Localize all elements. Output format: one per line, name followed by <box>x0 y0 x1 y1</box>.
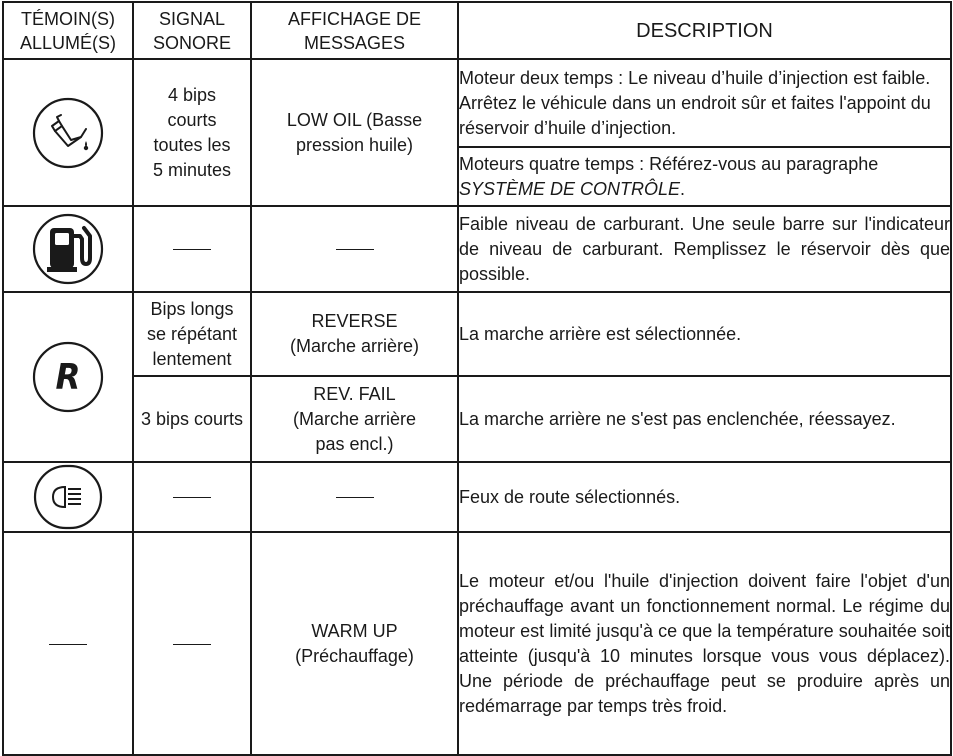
cell-highbeam-icon <box>3 462 133 532</box>
cell-fuel-icon <box>3 206 133 292</box>
cell-highbeam-desc: Feux de route sélectionnés. <box>458 462 951 532</box>
dash-mark <box>173 644 211 645</box>
cell-fuel-desc: Faible niveau de carburant. Une seule barre sur l'indicateur de niveau de carburant. Remplissez le réservoir dès que possible. <box>458 206 951 292</box>
cell-highbeam-message <box>251 462 458 532</box>
header-message: AFFICHAGE DE MESSAGES <box>251 2 458 59</box>
cell-oil-message: LOW OIL (Basse pression huile) <box>251 59 458 206</box>
table-row-fuel <box>3 206 951 292</box>
cell-fuel-sound <box>133 206 251 292</box>
dash-mark <box>49 644 87 645</box>
cell-revfail-desc: La marche arrière ne s'est pas enclenchée, réessayez. <box>458 376 951 462</box>
header-sound: SIGNAL SONORE <box>133 2 251 59</box>
header-row <box>3 2 951 59</box>
header-description: DESCRIPTION <box>458 2 951 59</box>
ref-systeme-controle: SYSTÈME DE CONTRÔLE <box>459 178 681 199</box>
cell-reverse-icon <box>3 292 133 462</box>
cell-revfail-message: REV. FAIL (Marche arrière pas encl.) <box>251 376 458 462</box>
cell-oil-icon <box>3 59 133 206</box>
cell-warmup-desc: Le moteur et/ou l'huile d'injection doivent faire l'objet d'un préchauffage avant un fonctionnement normal. Le régime du moteur est limité jusqu'à ce que la température souhaitée soit atteinte (jusqu'à 10 minutes lorsque vous vous déplacez). Une période de préchauffage peut se produire après un redémarrage par temps très froid. <box>458 532 951 755</box>
reverse-r-icon <box>31 340 105 414</box>
cell-warmup-sound <box>133 532 251 755</box>
fuel-pump-icon <box>31 212 105 286</box>
header-lights: TÉMOIN(S) ALLUMÉ(S) <box>3 2 133 59</box>
cell-warmup-icon <box>3 532 133 755</box>
table-row-low-oil <box>3 59 951 147</box>
svg-text:R: R <box>55 357 81 398</box>
table-row-warm-up <box>3 532 951 755</box>
cell-oil-desc-two-stroke: Moteur deux temps : Le niveau d’huile d’injection est faible. Arrêtez le véhicule dans un endroit sûr et faites l'appoint du réservoir d’huile d’injection. <box>458 59 951 147</box>
high-beam-icon <box>33 464 103 530</box>
indicator-table <box>2 1 952 756</box>
dash-mark <box>336 249 374 250</box>
cell-reverse-message: REVERSE (Marche arrière) <box>251 292 458 376</box>
cell-reverse-desc: La marche arrière est sélectionnée. <box>458 292 951 376</box>
table-row-high-beam <box>3 462 951 532</box>
table-row-rev-fail <box>3 376 951 462</box>
cell-oil-desc-four-stroke: Moteurs quatre temps : Référez-vous au paragraphe SYSTÈME DE CONTRÔLE. <box>458 147 951 206</box>
dash-mark <box>173 249 211 250</box>
cell-warmup-message: WARM UP (Préchauffage) <box>251 532 458 755</box>
cell-reverse-sound: Bips longs se répétant lentement <box>133 292 251 376</box>
cell-revfail-sound: 3 bips courts <box>133 376 251 462</box>
table-row-reverse <box>3 292 951 376</box>
cell-fuel-message <box>251 206 458 292</box>
oil-can-icon <box>31 96 105 170</box>
cell-highbeam-sound <box>133 462 251 532</box>
dash-mark <box>173 497 211 498</box>
cell-oil-sound: 4 bips courts toutes les 5 minutes <box>133 59 251 206</box>
dash-mark <box>336 497 374 498</box>
